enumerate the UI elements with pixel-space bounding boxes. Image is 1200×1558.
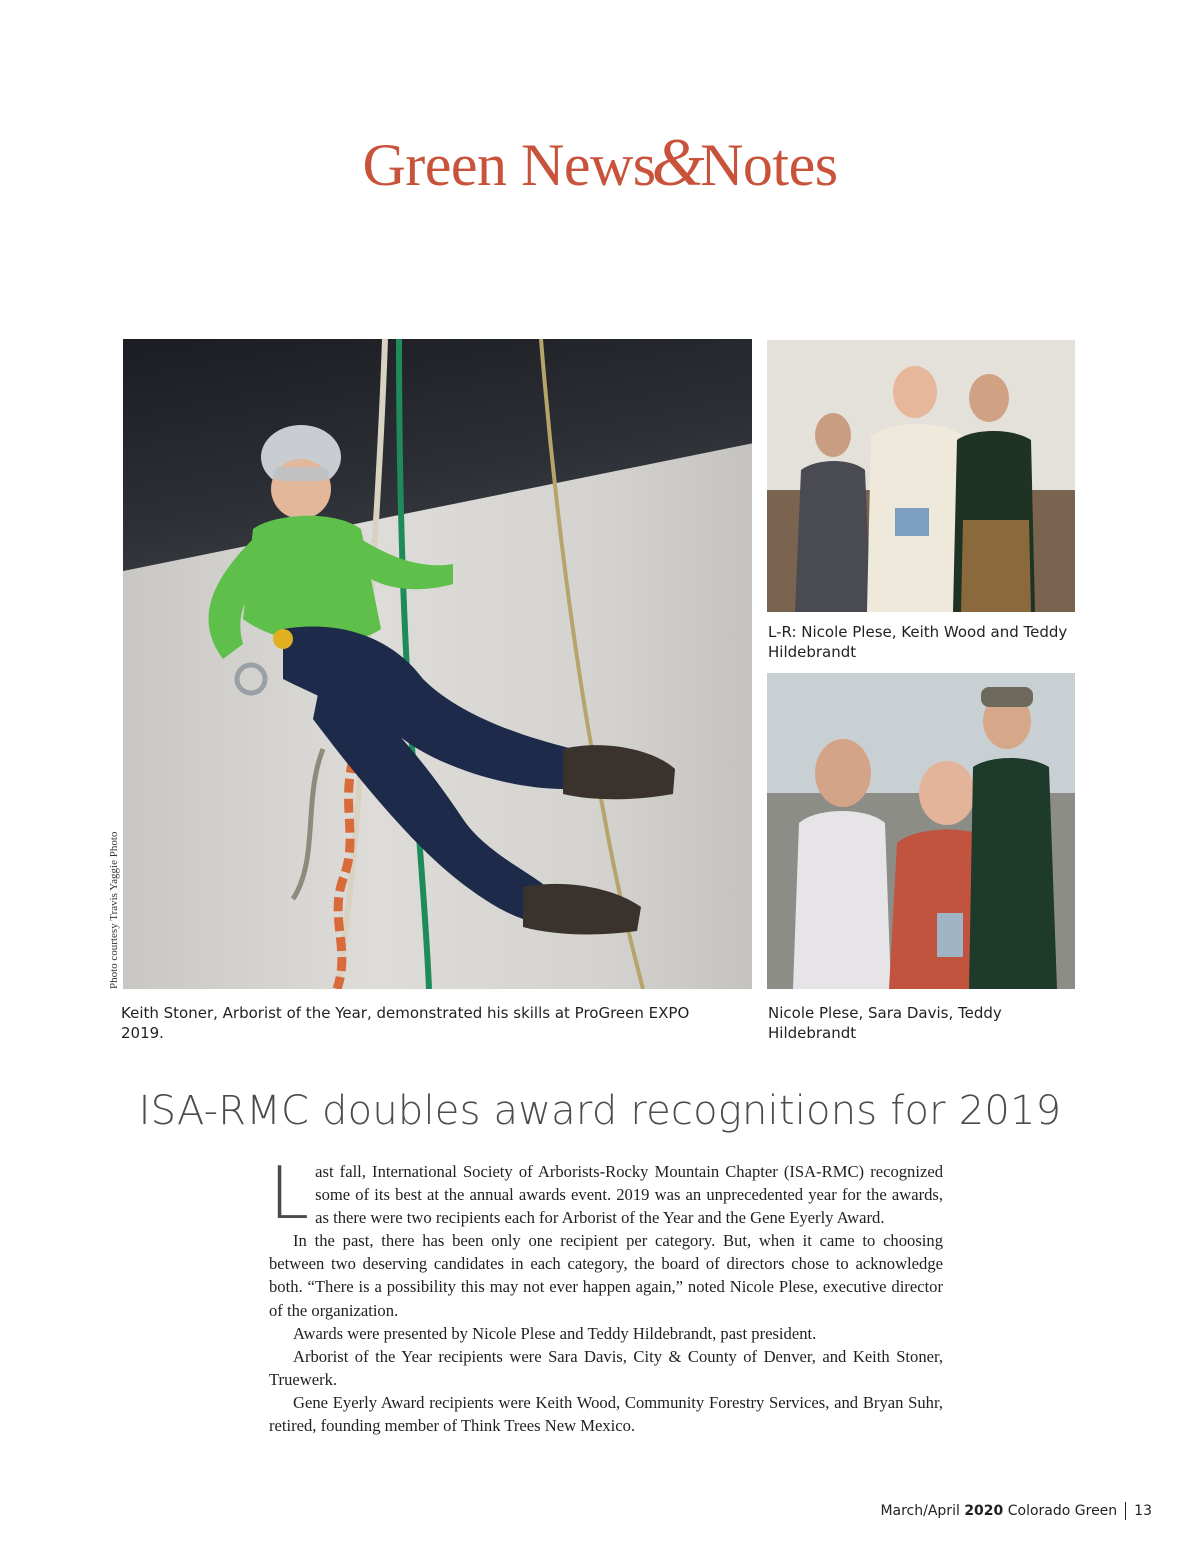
footer-divider bbox=[1125, 1502, 1126, 1520]
drop-cap: L bbox=[269, 1151, 310, 1235]
article-body bbox=[269, 1151, 943, 1437]
article-paragraph-1 bbox=[269, 1151, 943, 1235]
photo-credit: Photo courtesy Travis Yaggie Photo bbox=[108, 831, 120, 989]
side-photo2-caption: Nicole Plese, Sara Davis, Teddy Hildebrandt bbox=[768, 1004, 1002, 1042]
article-paragraph-5: Gene Eyerly Award recipients were Keith Wood, Community Forestry Services, and Bryan Suhr, retired, founding member of Think Trees New Mexico. bbox=[269, 1392, 943, 1436]
footer-publication: Colorado Green bbox=[1007, 1503, 1118, 1519]
footer-year: 2020 bbox=[964, 1503, 1004, 1519]
header-ampersand: & bbox=[651, 124, 705, 200]
side-photo-award-trio bbox=[767, 340, 1075, 612]
paragraph-1-text: ast fall, International Society of Arborists-Rocky Mountain Chapter (ISA-RMC) recognized some of its best at the annual awards event. 2019 was an unprecedented year for the awards, as there were two recipients each for Arborist of the Year and the Gene Eyerly Award. bbox=[315, 1162, 943, 1228]
section-header bbox=[0, 124, 1200, 200]
arborist-illustration bbox=[123, 339, 752, 989]
header-title-part2: Notes bbox=[700, 132, 838, 198]
page-footer bbox=[880, 1502, 1152, 1520]
article-headline: ISA-RMC doubles award recognitions for 2019 bbox=[138, 1088, 1062, 1134]
article-paragraph-4: Arborist of the Year recipients were Sara Davis, City & County of Denver, and Keith Stoner, Truewerk. bbox=[269, 1346, 943, 1389]
side-photo-award-group bbox=[767, 673, 1075, 989]
main-photo-arborist bbox=[123, 339, 752, 989]
page-number: 13 bbox=[1134, 1503, 1152, 1519]
side-photo1-caption: L-R: Nicole Plese, Keith Wood and Teddy Hildebrandt bbox=[768, 623, 1068, 661]
footer-issue: March/April bbox=[880, 1503, 960, 1519]
article-paragraph-3: Awards were presented by Nicole Plese and Teddy Hildebrandt, past president. bbox=[293, 1323, 817, 1343]
article-paragraph-2: In the past, there has been only one recipient per category. But, when it came to choosing between two deserving candidates in each category, the board of directors chose to acknowledge both. “There is a possibility this may not ever happen again,” noted Nicole Plese, executive director of the organization. bbox=[269, 1231, 943, 1320]
award-group-illustration bbox=[767, 673, 1075, 989]
main-photo-caption: Keith Stoner, Arborist of the Year, demonstrated his skills at ProGreen EXPO 2019. bbox=[121, 1004, 690, 1042]
award-trio-illustration bbox=[767, 340, 1075, 612]
header-title-part1: Green News bbox=[362, 132, 656, 198]
